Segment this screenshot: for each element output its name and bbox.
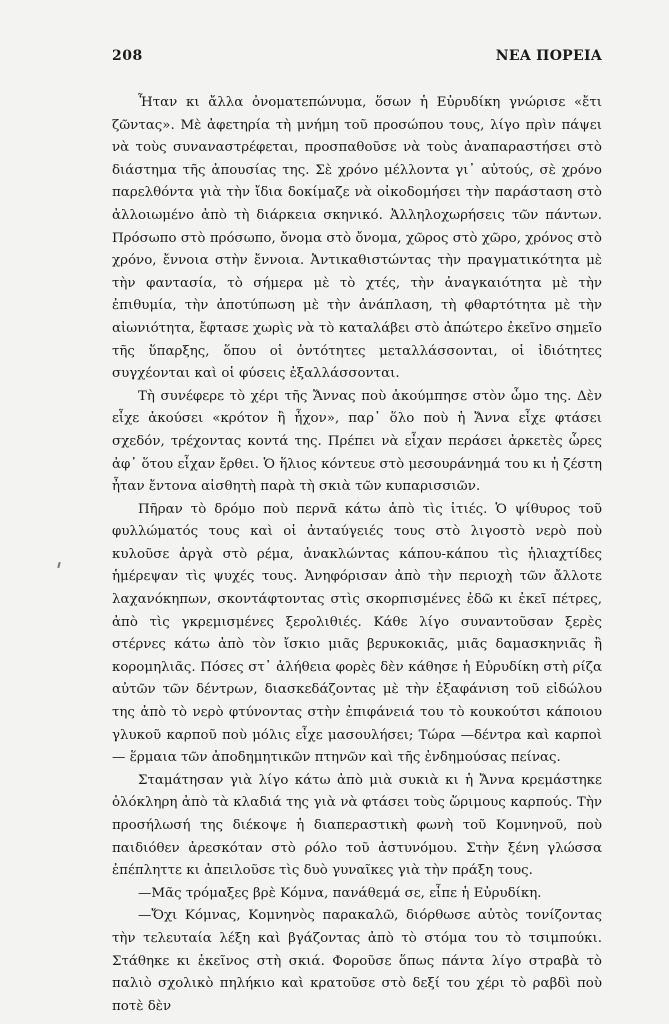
paragraph: Σταμάτησαν γιὰ λίγο κάτω ἀπὸ μιὰ συκιὰ κι ἡ Ἄννα κρεμάστηκε ὁλόκληρη ἀπὸ τὰ κλαδιά της γιὰ νὰ φτάσει τοὺς ὥριμους καρπούς. Τὴν προσήλωσή της διέκοψε ἡ διαπεραστικὴ φωνὴ τοῦ Κομνηνοῦ, ποὺ παιδιόθεν ἀρεσκόταν στὸ ρόλο τοῦ ἀστυνόμου. Στὴν ξένη γλώσσα ἐπέπληττε κι ἀπειλοῦσε τὶς δυὸ γυναῖκες γιὰ τὴν πράξη τους. [112, 772, 602, 879]
paragraph: Πῆραν τὸ δρόμο ποὺ περνᾶ κάτω ἀπὸ τὶς ἰτιές. Ὁ ψίθυρος τοῦ φυλλώματός τους καὶ οἱ ἀνταύγειές τους στὸ λιγοστὸ νερὸ ποὺ κυλοῦσε ἀργὰ στὸ ρέμα, ἀνακλώντας κάπου-κάπου τὶς ἡλιαχτίδες ἡμέρεψαν τὶς ψυχές τους. Ἀνηφόρισαν ἀπὸ τὴν περιοχὴ τῶν ἄλλοτε λαχανόκηπων, σκοντάφτοντας στὶς σκορπισμένες ἐδῶ κι ἐκεῖ πέτρες, ἀπὸ τὶς γκρεμισμένες ξερολιθιές. Κάθε λίγο συναντοῦσαν ξερὲς στέρνες κάτω ἀπὸ τὸν ἴσκιο μιᾶς βερυκοκιᾶς, μιᾶς δαμασκηνιᾶς ἢ κορομηλιᾶς. Πόσες στ᾽ ἀλήθεια φορὲς δὲν κάθησε ἡ Εὐρυδίκη στὴ ρίζα αὐτῶν τῶν δέντρων, διασκεδάζοντας μὲ τὴν ἐξαφάνιση τοῦ εἰδώλου της ἀπὸ τὸ νερὸ φτύνοντας στὴν ἐπιφάνειά του τὸ κουκούτσι κάποιου γλυκοῦ καρποῦ ποὺ μόλις εἶχε μασουλήσει; Τώρα —δέντρα καὶ καρποὶ— ἕρμαια τῶν ἀποδημητικῶν πτηνῶν καὶ τῆς ἐνδημούσας πείνας. [112, 501, 602, 766]
page-number: 208 [112, 48, 143, 64]
paragraph: Ἦταν κι ἄλλα ὀνοματεπώνυμα, ὅσων ἡ Εὐρυδίκη γνώρισε «ἔτι ζῶντας». Μὲ ἀφετηρία τὴ μνήμη τοῦ προσώπου τους, λίγο πρὶν πάψει νὰ τοὺς συναναστρέφεται, προσπαθοῦσε νὰ τοὺς ἀναπαραστήσει στὸ διάστημα τῆς ἀπουσίας της. Σὲ χρόνο μέλλοντα γι᾽ αὐτούς, σὲ χρόνο παρελθόντα γιὰ τὴν ἴδια δοκίμαζε νὰ οἰκοδομήσει τὴν παράσταση στὸ ἀλλοιωμένο ἀπὸ τὴ διάρκεια σκηνικό. Ἀλληλοχωρήσεις τῶν πάντων. Πρόσωπο στὸ πρόσωπο, ὄνομα στὸ ὄνομα, χῶρος στὸ χῶρο, χρόνος στὸ χρόνο, ἔννοια στὴν ἔννοια. Ἀντικαθιστώντας τὴν πραγματικότητα μὲ τὴν φαντασία, τὸ σήμερα μὲ τὸ χτές, τὴν ἀναγκαιότητα μὲ τὴν ἐπιθυμία, τὴν ἀποτύπωση μὲ τὴν ἀνάπλαση, τὴ φθαρτότητα μὲ τὴν αἰωνιότητα, ἔφτασε χωρὶς νὰ τὸ καταλάβει στὸ ἀπώτερο ἐκεῖνο σημεῖο τῆς ὕπαρξης, ὅπου οἱ ὀντότητες μεταλλάσσονται, οἱ ἰδιότητες συγχέονται καὶ οἱ φύσεις ἐξαλλάσσονται. [112, 95, 602, 382]
margin-mark [57, 562, 60, 568]
dialogue-line: —Ὄχι Κόμνας, Κομνηνὸς παρακαλῶ, διόρθωσε αὐτὸς τονίζοντας τὴν τελευταία λέξη καὶ βγάζοντας ἀπὸ τὸ στόμα του τὸ τσιμπούκι. Στάθηκε κι ἐκεῖνος στὴ σκιά. Φοροῦσε ὅπως πάντα λίγο στραβὰ τὸ παλιὸ σχολικὸ πηλήκιο καὶ κρατοῦσε στὸ δεξί του χέρι τὸ ραβδὶ ποὺ ποτὲ δὲν [112, 908, 602, 1014]
running-title: ΝΕΑ ΠΟΡΕΙΑ [495, 48, 602, 64]
paragraph: Τὴ συνέφερε τὸ χέρι τῆς Ἄννας ποὺ ἀκούμπησε στὸν ὦμο της. Δὲν εἶχε ἀκούσει «κρότον ἢ ἦχον», παρ᾽ ὅλο ποὺ ἡ Ἄννα εἶχε φτάσει σχεδόν, τρέχοντας κοντά της. Πρέπει νὰ εἶχαν περάσει ἀρκετὲς ὧρες ἀφ᾽ ὅτου εἶχαν ἔρθει. Ὁ ἥλιος κόντευε στὸ μεσουράνημά του κι ἡ ζέστη ἦταν ἔντονα αἰσθητὴ παρὰ τὴ σκιὰ τῶν κυπαρισσιῶν. [112, 388, 602, 495]
body-text [112, 92, 602, 1018]
page-header [112, 48, 602, 72]
dialogue-line: —Μᾶς τρόμαξες βρὲ Κόμνα, πανάθεμά σε, εἶπε ἡ Εὐρυδίκη. [138, 885, 542, 901]
